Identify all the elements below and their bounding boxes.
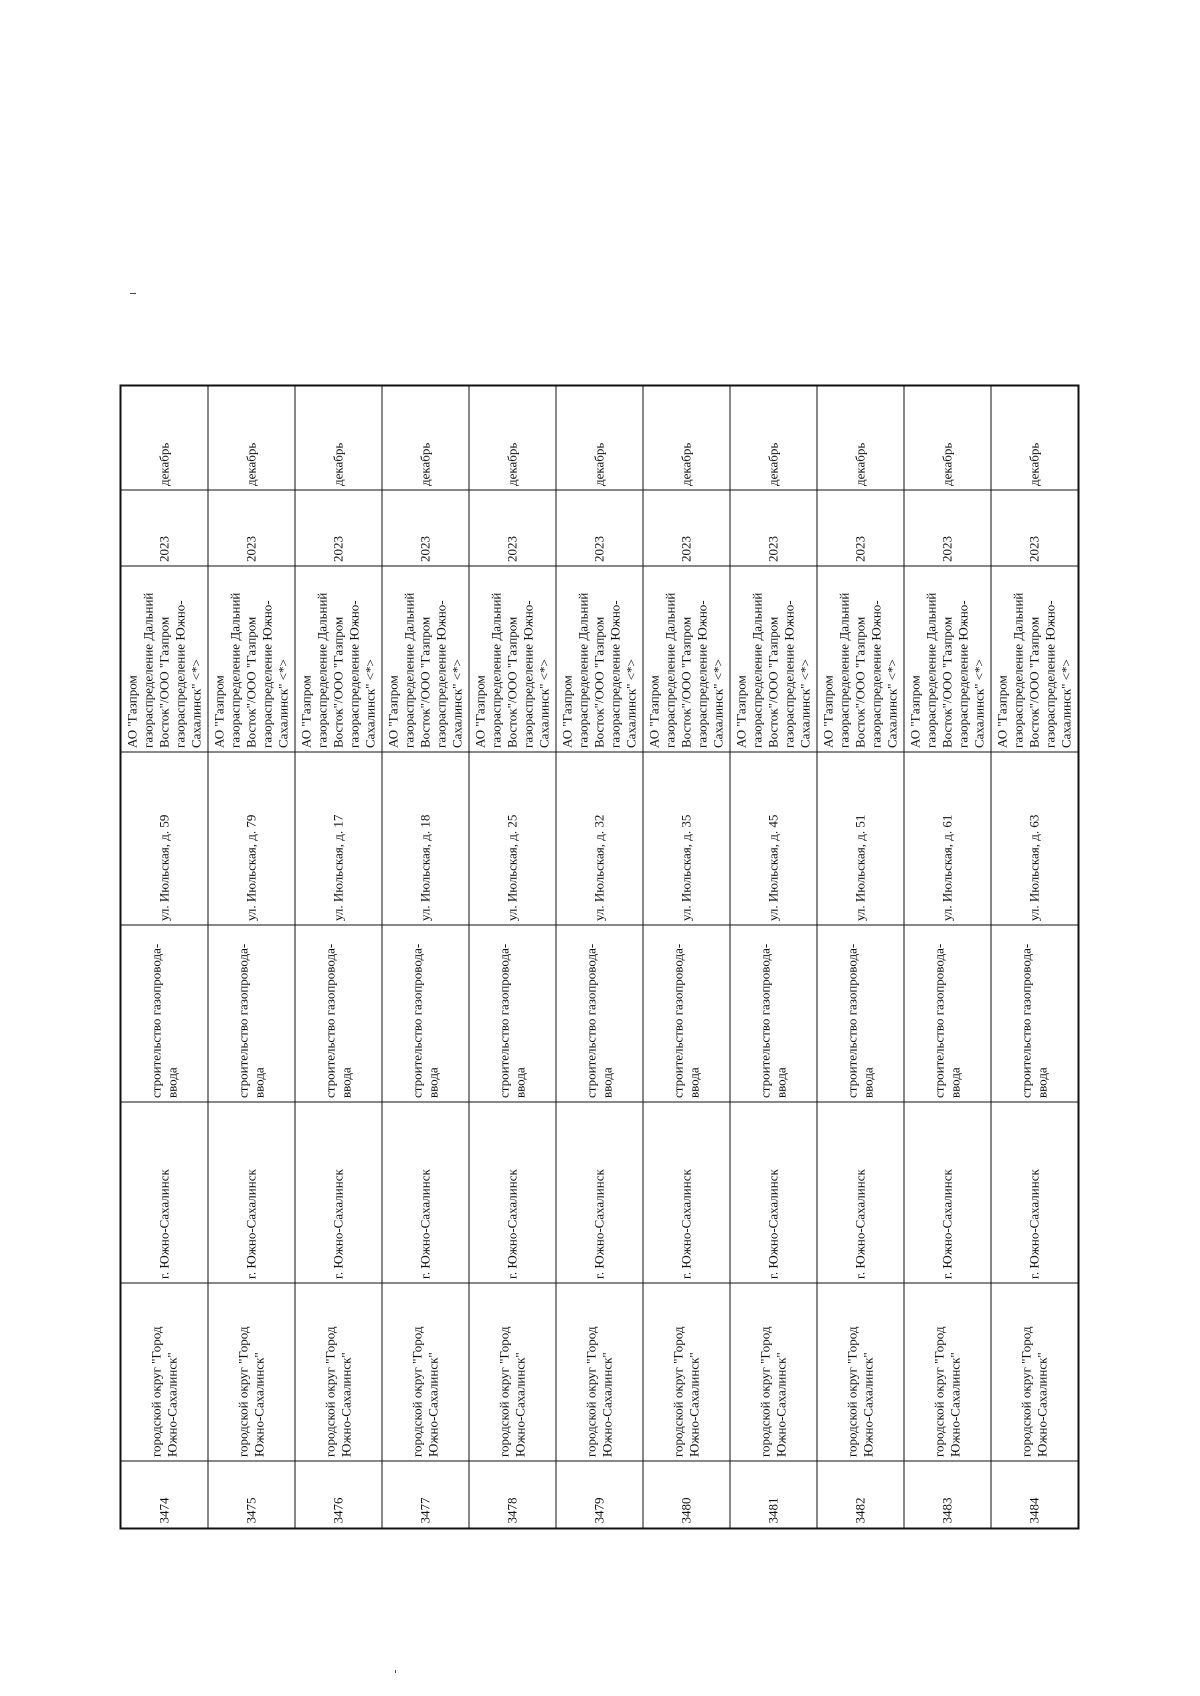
address-cell: ул. Июльская, д. 51 xyxy=(817,753,904,926)
address-cell: ул. Июльская, д. 25 xyxy=(469,753,556,926)
table-row xyxy=(904,386,991,1529)
organization-cell: АО "Газпром газораспределение Дальний Восток"/ООО "Газпром газораспределение Южно-Сахалинск" <*> xyxy=(730,567,817,753)
address-cell: ул. Июльская, д. 35 xyxy=(643,753,730,926)
year-cell: 2023 xyxy=(469,491,556,567)
address-cell: ул. Июльская, д. 17 xyxy=(295,753,382,926)
city-cell: г. Южно-Сахалинск xyxy=(730,1103,817,1284)
municipality-cell: городской округ "Город Южно-Сахалинск" xyxy=(730,1284,817,1462)
table-row xyxy=(730,386,817,1529)
work-type-cell: строительство газопровода-ввода xyxy=(643,926,730,1103)
address-cell: ул. Июльская, д. 45 xyxy=(730,753,817,926)
city-cell: г. Южно-Сахалинск xyxy=(382,1103,469,1284)
year-cell: 2023 xyxy=(382,491,469,567)
year-cell: 2023 xyxy=(120,491,208,567)
municipality-cell: городской округ "Город Южно-Сахалинск" xyxy=(817,1284,904,1462)
month-cell: декабрь xyxy=(817,386,904,491)
month-cell: декабрь xyxy=(991,386,1079,491)
city-cell: г. Южно-Сахалинск xyxy=(208,1103,295,1284)
municipality-cell: городской округ "Город Южно-Сахалинск" xyxy=(295,1284,382,1462)
address-cell: ул. Июльская, д. 32 xyxy=(556,753,643,926)
row-number: 3477 xyxy=(382,1462,469,1529)
city-cell: г. Южно-Сахалинск xyxy=(904,1103,991,1284)
organization-cell: АО "Газпром газораспределение Дальний Восток"/ООО "Газпром газораспределение Южно-Сахалинск" <*> xyxy=(208,567,295,753)
work-type-cell: строительство газопровода-ввода xyxy=(904,926,991,1103)
city-cell: г. Южно-Сахалинск xyxy=(643,1103,730,1284)
city-cell: г. Южно-Сахалинск xyxy=(817,1103,904,1284)
row-number: 3481 xyxy=(730,1462,817,1529)
table-row xyxy=(208,386,295,1529)
month-cell: декабрь xyxy=(208,386,295,491)
municipality-cell: городской округ "Город Южно-Сахалинск" xyxy=(469,1284,556,1462)
work-type-cell: строительство газопровода-ввода xyxy=(730,926,817,1103)
municipality-cell: городской округ "Город Южно-Сахалинск" xyxy=(643,1284,730,1462)
address-cell: ул. Июльская, д. 79 xyxy=(208,753,295,926)
month-cell: декабрь xyxy=(643,386,730,491)
year-cell: 2023 xyxy=(817,491,904,567)
table-row xyxy=(643,386,730,1529)
month-cell: декабрь xyxy=(556,386,643,491)
table-row xyxy=(469,386,556,1529)
municipality-cell: городской округ "Город Южно-Сахалинск" xyxy=(382,1284,469,1462)
work-type-cell: строительство газопровода-ввода xyxy=(208,926,295,1103)
city-cell: г. Южно-Сахалинск xyxy=(120,1103,208,1284)
city-cell: г. Южно-Сахалинск xyxy=(556,1103,643,1284)
address-cell: ул. Июльская, д. 61 xyxy=(904,753,991,926)
organization-cell: АО "Газпром газораспределение Дальний Восток"/ООО "Газпром газораспределение Южно-Сахалинск" <*> xyxy=(469,567,556,753)
year-cell: 2023 xyxy=(295,491,382,567)
work-type-cell: строительство газопровода-ввода xyxy=(295,926,382,1103)
table-row xyxy=(295,386,382,1529)
organization-cell: АО "Газпром газораспределение Дальний Восток"/ООО "Газпром газораспределение Южно-Сахалинск" <*> xyxy=(382,567,469,753)
address-cell: ул. Июльская, д. 59 xyxy=(120,753,208,926)
municipality-cell: городской округ "Город Южно-Сахалинск" xyxy=(556,1284,643,1462)
work-type-cell: строительство газопровода-ввода xyxy=(382,926,469,1103)
month-cell: декабрь xyxy=(382,386,469,491)
row-number: 3478 xyxy=(469,1462,556,1529)
scan-speck xyxy=(395,1670,396,1673)
rotated-table-container xyxy=(119,387,1071,1530)
work-type-cell: строительство газопровода-ввода xyxy=(469,926,556,1103)
month-cell: декабрь xyxy=(730,386,817,491)
row-number: 3475 xyxy=(208,1462,295,1529)
organization-cell: АО "Газпром газораспределение Дальний Восток"/ООО "Газпром газораспределение Южно-Сахалинск" <*> xyxy=(643,567,730,753)
month-cell: декабрь xyxy=(295,386,382,491)
municipality-cell: городской округ "Город Южно-Сахалинск" xyxy=(991,1284,1079,1462)
table-row xyxy=(817,386,904,1529)
table-row xyxy=(991,386,1079,1529)
work-type-cell: строительство газопровода-ввода xyxy=(120,926,208,1103)
year-cell: 2023 xyxy=(991,491,1079,567)
gasification-schedule-table xyxy=(119,385,1079,1530)
row-number: 3484 xyxy=(991,1462,1079,1529)
row-number: 3480 xyxy=(643,1462,730,1529)
organization-cell: АО "Газпром газораспределение Дальний Восток"/ООО "Газпром газораспределение Южно-Сахалинск" <*> xyxy=(991,567,1079,753)
organization-cell: АО "Газпром газораспределение Дальний Восток"/ООО "Газпром газораспределение Южно-Сахалинск" <*> xyxy=(120,567,208,753)
table-body xyxy=(120,386,1078,1529)
row-number: 3476 xyxy=(295,1462,382,1529)
row-number: 3474 xyxy=(120,1462,208,1529)
work-type-cell: строительство газопровода-ввода xyxy=(556,926,643,1103)
table-row xyxy=(382,386,469,1529)
organization-cell: АО "Газпром газораспределение Дальний Восток"/ООО "Газпром газораспределение Южно-Сахалинск" <*> xyxy=(817,567,904,753)
year-cell: 2023 xyxy=(643,491,730,567)
city-cell: г. Южно-Сахалинск xyxy=(295,1103,382,1284)
work-type-cell: строительство газопровода-ввода xyxy=(817,926,904,1103)
organization-cell: АО "Газпром газораспределение Дальний Восток"/ООО "Газпром газораспределение Южно-Сахалинск" <*> xyxy=(556,567,643,753)
table-row xyxy=(556,386,643,1529)
work-type-cell: строительство газопровода-ввода xyxy=(991,926,1079,1103)
year-cell: 2023 xyxy=(556,491,643,567)
table-row xyxy=(120,386,208,1529)
organization-cell: АО "Газпром газораспределение Дальний Восток"/ООО "Газпром газораспределение Южно-Сахалинск" <*> xyxy=(295,567,382,753)
city-cell: г. Южно-Сахалинск xyxy=(469,1103,556,1284)
row-number: 3479 xyxy=(556,1462,643,1529)
month-cell: декабрь xyxy=(904,386,991,491)
address-cell: ул. Июльская, д. 18 xyxy=(382,753,469,926)
city-cell: г. Южно-Сахалинск xyxy=(991,1103,1079,1284)
organization-cell: АО "Газпром газораспределение Дальний Восток"/ООО "Газпром газораспределение Южно-Сахалинск" <*> xyxy=(904,567,991,753)
address-cell: ул. Июльская, д. 63 xyxy=(991,753,1079,926)
row-number: 3482 xyxy=(817,1462,904,1529)
year-cell: 2023 xyxy=(730,491,817,567)
municipality-cell: городской округ "Город Южно-Сахалинск" xyxy=(208,1284,295,1462)
row-number: 3483 xyxy=(904,1462,991,1529)
month-cell: декабрь xyxy=(469,386,556,491)
municipality-cell: городской округ "Город Южно-Сахалинск" xyxy=(120,1284,208,1462)
municipality-cell: городской округ "Город Южно-Сахалинск" xyxy=(904,1284,991,1462)
scan-speck xyxy=(130,293,136,294)
year-cell: 2023 xyxy=(904,491,991,567)
month-cell: декабрь xyxy=(120,386,208,491)
year-cell: 2023 xyxy=(208,491,295,567)
